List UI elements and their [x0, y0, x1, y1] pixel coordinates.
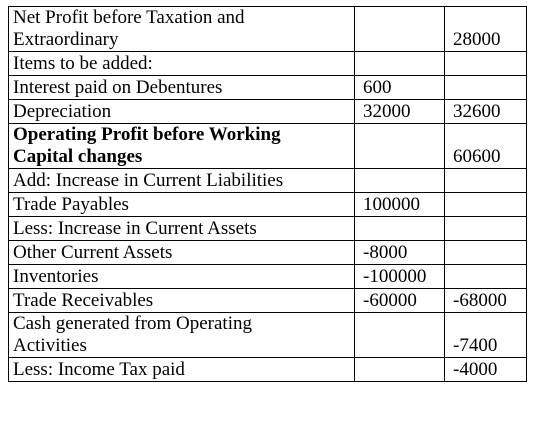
table-row	[9, 289, 527, 313]
row-amount	[355, 52, 445, 76]
row-amount: -8000	[355, 241, 445, 265]
table-row	[9, 193, 527, 217]
row-total	[445, 193, 527, 217]
row-total: -4000	[445, 358, 527, 382]
row-amount: -100000	[355, 265, 445, 289]
row-amount	[355, 7, 445, 52]
row-total	[445, 217, 527, 241]
row-total	[445, 169, 527, 193]
table-row	[9, 76, 527, 100]
table-row	[9, 100, 527, 124]
row-label: Other Current Assets	[9, 241, 355, 265]
row-label: Trade Payables	[9, 193, 355, 217]
table-row	[9, 7, 527, 52]
row-amount	[355, 358, 445, 382]
row-label: Trade Receivables	[9, 289, 355, 313]
row-total: -7400	[445, 313, 527, 358]
row-label: Net Profit before Taxation and Extraordinary	[9, 7, 355, 52]
row-total: -68000	[445, 289, 527, 313]
row-amount	[355, 217, 445, 241]
table-row	[9, 313, 527, 358]
row-amount: 100000	[355, 193, 445, 217]
row-label: Inventories	[9, 265, 355, 289]
row-total	[445, 241, 527, 265]
table-row	[9, 52, 527, 76]
row-label: Less: Income Tax paid	[9, 358, 355, 382]
row-label: Items to be added:	[9, 52, 355, 76]
row-amount: 32000	[355, 100, 445, 124]
table-row	[9, 241, 527, 265]
row-label: Depreciation	[9, 100, 355, 124]
row-total: 32600	[445, 100, 527, 124]
row-amount	[355, 313, 445, 358]
table-row	[9, 169, 527, 193]
row-label: Cash generated from Operating Activities	[9, 313, 355, 358]
table-row	[9, 358, 527, 382]
row-total	[445, 265, 527, 289]
table-row	[9, 217, 527, 241]
row-label: Interest paid on Debentures	[9, 76, 355, 100]
row-total: 28000	[445, 7, 527, 52]
row-amount: 600	[355, 76, 445, 100]
row-total	[445, 76, 527, 100]
row-total: 60600	[445, 124, 527, 169]
row-amount: -60000	[355, 289, 445, 313]
row-label: Operating Profit before Working Capital changes	[9, 124, 355, 169]
cash-flow-table	[8, 6, 527, 382]
row-amount	[355, 124, 445, 169]
row-amount	[355, 169, 445, 193]
table-row	[9, 124, 527, 169]
row-label: Add: Increase in Current Liabilities	[9, 169, 355, 193]
table-row	[9, 265, 527, 289]
row-label: Less: Increase in Current Assets	[9, 217, 355, 241]
row-total	[445, 52, 527, 76]
